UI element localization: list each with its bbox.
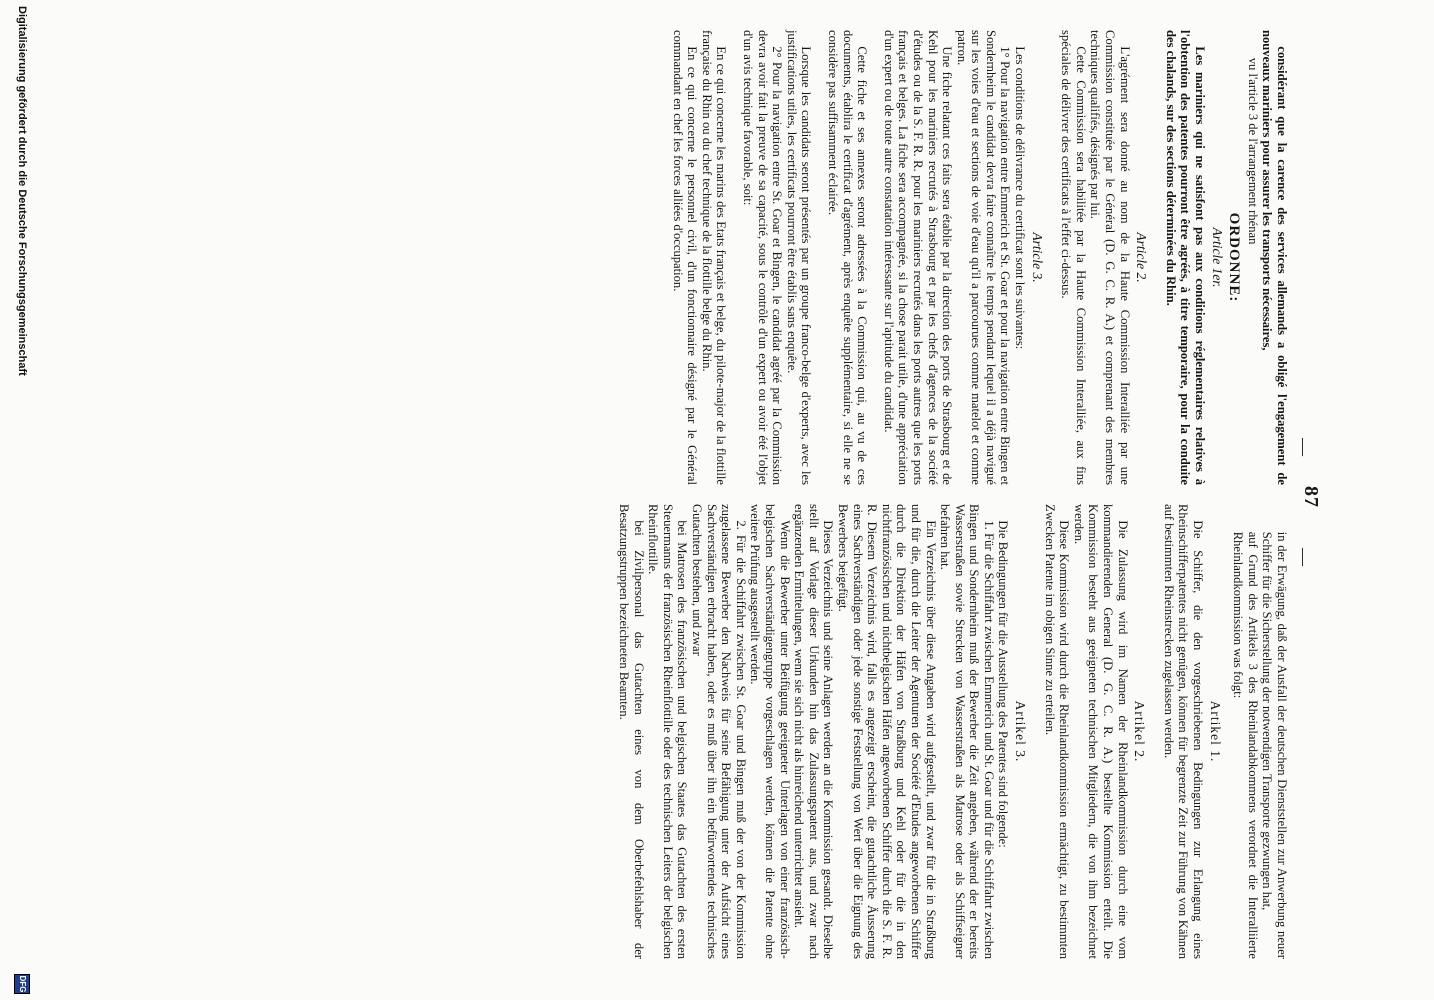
footer-credit: Digitalisierung gefördert durch die Deutsche Forschungsgemeinschaft [16, 6, 28, 376]
german-intro-2: auf Grund des Artikels 3 des Rheinlandabkommens verordnet die Interalliierte Rheinlandkommission was folgt: [1231, 531, 1260, 959]
french-article-1-title: Article 1er. [1209, 227, 1225, 288]
german-article-3-para-5: 2. Für die Schiffahrt zwischen St. Goar und Bingen muß der von der Kommission zugelassene Bewerber den Nachweis für seine Befähigung unter der Aufsicht eines Sachverständigen erbracht haben, oder es muß über ihn ein befürwortendes technisches Gutachten bestehen, und zwar [690, 504, 748, 959]
german-article-3-para-1: 1. Für die Schiffahrt zwischen Emmerich und St. Goar und für die Schiffahrt zwischen Bingen und Sondernheim muß der Bewerber die Zeit angeben, während der er bereits Wasserstraßen sowie Strecken von Wasserstraßen als Matrose oder als Schiffseigner befahren hat. [938, 504, 996, 959]
page-number-dash-right: — [1294, 548, 1314, 566]
german-column [616, 504, 1289, 959]
french-column [670, 30, 1289, 485]
page-number-dash-left: — [1294, 438, 1314, 456]
french-article-3-para-1: 1° Pour la navigation entre Emmerich et St. Goar et pour la navigation entre Bingen et Sondernheim le candidat devra faire connaître le temps pendant lequel il a déjà navigué sur les voies d'eau et sections de voie d'eau qu'il a parcourues comme matelot et comme patron. [954, 30, 1013, 485]
french-intro-1: considérant que la carence des services allemands a obligé l'engagement de nouveaux mariniers pour assurer les transports nécessaires, [1260, 30, 1289, 485]
french-article-3-para-7: En ce qui concerne le personnel civil, d'un fonctionnaire désigné par le Général commandant en chef les forces alliées d'occupation. [670, 30, 700, 485]
french-article-3-intro: Les conditions de délivrance du certificat sont les suivantes: [1013, 46, 1028, 350]
german-article-3-intro: Die Bedingungen für die Ausstellung des Patentes sind folgende: [996, 520, 1011, 848]
french-article-3-para-4: Lorsque les candidats seront présentés par un groupe franco-belge d'experts, avec les justifications utiles, les certificats pourront être établis sans enquête. [784, 30, 814, 485]
french-article-1-text: Les mariniers qui ne satisfont pas aux conditions réglementaires relatives à l'obtention des patentes pourront être agréés, à titre temporaire, pour la conduite des chalands, sur des sections déterminées du Rhin. [1163, 30, 1208, 485]
french-ordonne-heading: ORDONNE: [1226, 212, 1243, 303]
dfg-logo-icon: DFG [14, 974, 30, 994]
german-article-1-text: Die Schiffer, die den vorgeschriebenen Bedingungen zur Erlangung eines Rheinschifferpatentes nicht genügen, können für begrenzte Zeit zur Führung von Kähnen auf bestimmten Rheinstrecken zugelassen werden. [1161, 504, 1206, 959]
german-article-2-title: Artikel 2. [1132, 700, 1148, 763]
german-article-3-title: Artikel 3. [1013, 700, 1029, 763]
french-article-2-title: Article 2. [1134, 232, 1150, 283]
german-article-1-title: Artikel 1. [1207, 700, 1223, 763]
french-article-2-para-1: L'agrément sera donné au nom de la Haute Commission Interalliée par une Commission constituée par le Général (D. G. C. R. A.) et comprenant des membres techniques qualifiés, désignés par lui. [1088, 30, 1132, 485]
german-article-3-para-4: Wenn die Bewerber unter Beifügung geeigneter Unterlagen von einer französisch-belgischen Sachverständigengruppe vorgeschlagen werden, können die Patente ohne weitere Prüfung ausgestellt werden. [748, 504, 792, 959]
french-article-3-para-5: 2° Pour la navigation entre St. Goar et Bingen, le candidat agréé par la Commission devra avoir fait la preuve de sa capacité, sous le contrôle d'un expert ou avoir été l'objet d'un avis technique favorable, soit: [741, 30, 785, 485]
german-article-3-para-3: Dieses Verzeichnis und seine Anlagen werden an die Kommission gesandt. Dieselbe stellt auf Vorlage dieser Urkunden hin das Zulassungspatent aus, und zwar nach ergänzenden Ermittelungen, wenn sie sich nicht als hinreichend unterrichtet ansieht. [792, 504, 836, 959]
german-intro-1: in der Erwägung, daß der Ausfall der deutschen Dienststellen zur Anwerbung neuer Schiffer für die Sicherstellung der notwendigen Transporte gezwungen hat, [1260, 531, 1289, 959]
german-article-3-para-7: bei Zivilpersonal das Gutachten eines von dem Oberbefehlshaber der Besatzungstruppen bezeichneten Beamten. [617, 504, 646, 959]
french-intro-2: vu l'article 3 de l'arrangement rhénan [1245, 57, 1260, 245]
german-article-3-para-2: Ein Verzeichnis über diese Angaben wird aufgestellt, und zwar für die in Straßburg und für die, durch die Leiter der Agenturen der Société d'Etudes angeworbenen Schiffer durch die Direktion der Häfen von Straßburg und Kehl oder für die in den nichtfranzösischen und nichtbelgischen Häfen angeworbenen Schiffer durch die S. F. R. R. Diesem Verzeichnis wird, falls es angezeigt erscheint, die gutachtliche Äusserung eines Sachverständigen oder jede sonstige Feststellung von Wert über die Eignung des Bewerbers beigefügt. [835, 504, 938, 959]
french-article-2-para-2: Cette Commission sera habilitée par la Haute Commission Interalliée, aux fins spéciales de délivrer des certificats à l'effet ci-dessus. [1059, 30, 1088, 485]
german-article-3-para-6: bei Matrosen des französischen und belgischen Staates das Gutachten des ersten Steuermanns der französischen Rheinflottille oder des technischen Leiters der belgischen Rheinflottille. [646, 504, 690, 959]
german-article-2-para-1: Die Zulassung wird im Namen der Rheinlandkommission durch eine vom kommandierenden General (D. G. C. R. A.) bestellte Kommission erteilt. Die Kommission besteht aus geeigneten technischen Mitgliedern, die von ihm bezeichnet werden. [1071, 504, 1130, 959]
french-article-3-para-3: Cette fiche et ses annexes seront adressées à la Commission qui, au vu de ces documents, établira le certificat d'agrément, après enquête supplémentaire, si elle ne se considère pas suffisamment éclairée. [825, 30, 870, 485]
french-article-3-para-2: Une fiche relatant ces faits sera établie par la direction des ports de Strasbourg et de Kehl pour les mariniers recrutés à Strasbourg et par les chefs d'agences de la société d'études ou de la S. F. R. R. pour les mariniers recrutés dans les ports autres que les ports français et belges. La fiche sera accompagnée, si la chose parait utile, d'une appréciation d'un expert ou de toute autre constatation intéressante sur l'aptitude du candidat. [881, 30, 955, 485]
french-article-3-para-6: En ce qui concerne les marins des Etats français et belge, du pilote-major de la flottille française du Rhin ou du chef technique de la flottille belge du Rhin. [699, 30, 729, 485]
digitization-footer [10, 0, 32, 1000]
french-article-3-title: Article 3. [1029, 232, 1045, 283]
page-number: 87 [1300, 486, 1322, 508]
german-article-2-para-2: Diese Kommission wird durch die Rheinlandkommission ermächtigt, zu bestimmten Zwecken Patente im obigen Sinne zu erteilen. [1042, 504, 1072, 959]
